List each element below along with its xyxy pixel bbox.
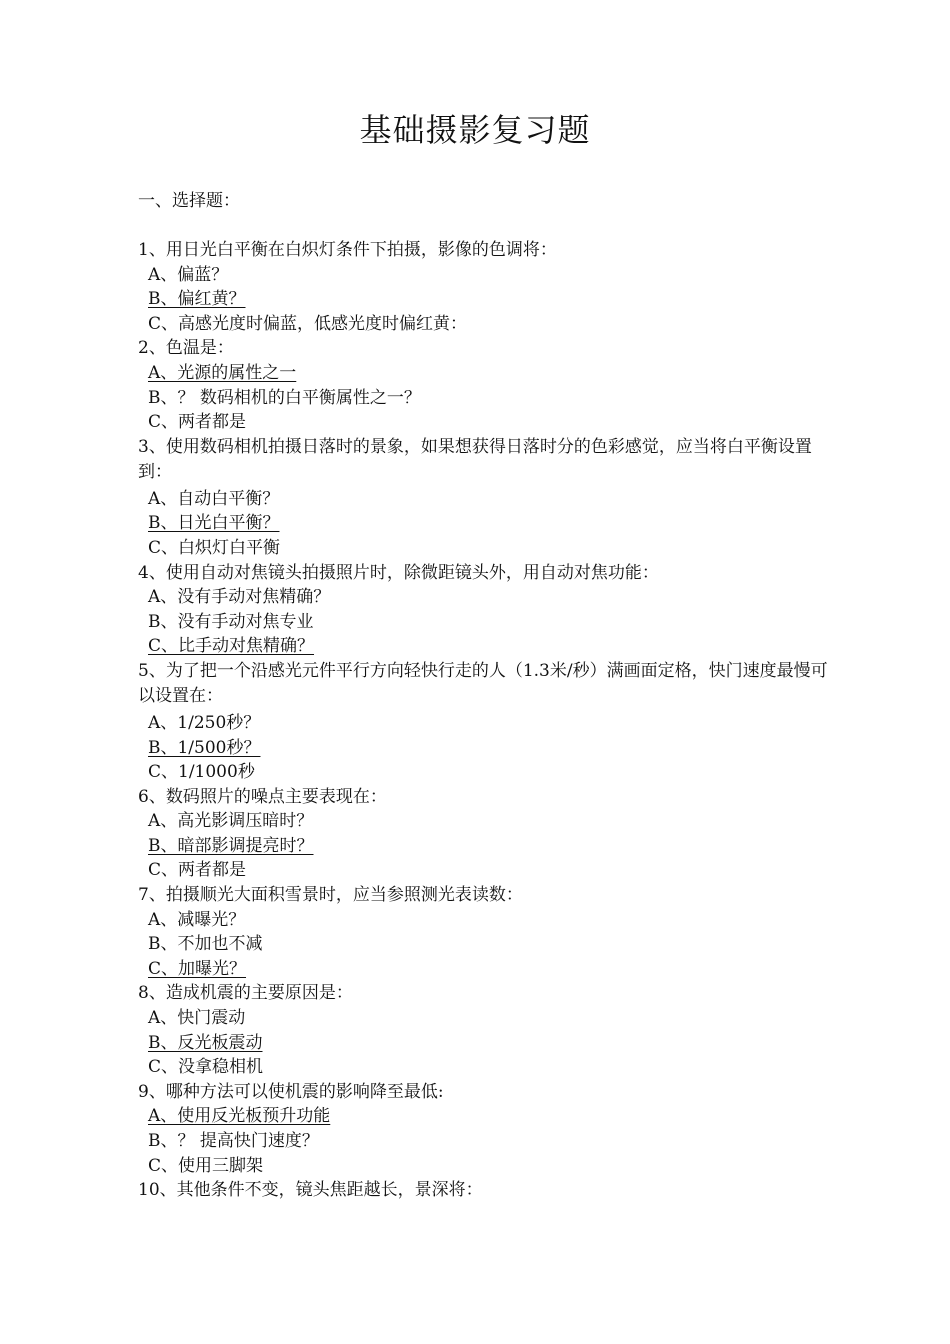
option-text: A、快门震动 [148,1008,246,1029]
question-8-option-3 [138,1055,828,1080]
question-1-option-3 [138,312,828,337]
answer-option-text: C、加曝光？ [148,958,247,979]
option-text: A、减曝光？ [148,909,246,930]
question-7-option-2 [138,932,828,957]
page-title: 基础摄影复习题 [359,111,591,149]
question-4-option-3 [138,634,828,659]
option-text: B、？ 数码相机的白平衡属性之一？ [148,387,421,408]
question-7-option-3 [138,957,828,982]
question-1: 1、用日光白平衡在白炽灯条件下拍摄，影像的色调将： [138,240,557,260]
question-4-option-1 [138,585,828,610]
question-6-option-1 [138,809,828,834]
question-1-option-2 [138,287,828,312]
option-text: B、不加也不减 [148,934,263,955]
question-1-option-1 [138,263,828,288]
question-9-option-2 [138,1129,828,1154]
answer-option-text: B、日光白平衡？ [148,513,280,534]
question-9-option-3 [138,1154,828,1179]
question-5-option-1 [138,711,828,736]
option-text: A、高光影调压暗时？ [148,811,314,832]
option-text: A、自动白平衡？ [148,488,280,509]
question-9: 9、哪种方法可以使机震的影响降至最低: [138,1081,444,1102]
option-text: C、高感光度时偏蓝，低感光度时偏红黄： [148,313,468,334]
question-3-option-1 [138,487,828,512]
option-text: B、？ 提高快门速度？ [148,1131,319,1151]
question-2-option-1 [138,361,828,386]
question-list [138,238,828,1203]
question-3-option-2 [138,511,828,536]
option-text: A、没有手动对焦精确？ [148,587,331,608]
option-text: C、没拿稳相机 [148,1057,264,1078]
question-9-option-1 [138,1104,828,1129]
section-heading: 一、选择题： [138,191,240,211]
question-3-option-3 [138,536,828,561]
option-text: C、使用三脚架 [148,1155,264,1176]
option-text: A、偏蓝？ [148,264,229,285]
question-5-option-3 [138,760,828,785]
answer-option-text: C、比手动对焦精确？ [148,636,315,657]
question-5: 5、为了把一个沿感光元件平行方向轻快行走的人（1.3米/秒）满画面定格，快门速度最慢可以设置在： [138,660,828,706]
question-6-option-3 [138,858,828,883]
option-text: C、白炽灯白平衡 [148,537,281,558]
question-10: 10、其他条件不变，镜头焦距越长，景深将： [138,1180,483,1201]
option-text: C、1/1000秒 [148,762,255,783]
option-text: C、两者都是 [148,860,247,881]
question-2: 2、色温是： [138,338,234,359]
answer-option-text: B、偏红黄？ [148,289,246,310]
question-2-option-2 [138,386,828,411]
question-8-option-1 [138,1006,828,1031]
question-2-option-3 [138,410,828,435]
answer-option-text: B、反光板震动 [148,1032,263,1053]
option-text: A、1/250秒？ [148,712,261,733]
option-text: C、两者都是 [148,412,247,433]
answer-option-text: B、暗部影调提亮时？ [148,835,314,856]
question-5-option-2 [138,736,828,761]
question-4-option-2 [138,610,828,635]
answer-option-text: A、使用反光板预升功能 [148,1106,331,1127]
answer-option-text: A、光源的属性之一 [148,362,297,383]
question-7: 7、拍摄顺光大面积雪景时，应当参照测光表读数： [138,885,523,906]
option-text: B、没有手动对焦专业 [148,611,314,632]
question-3: 3、使用数码相机拍摄日落时的景象，如果想获得日落时分的色彩感觉，应当将白平衡设置到： [138,436,812,482]
question-4: 4、使用自动对焦镜头拍摄照片时，除微距镜头外，用自动对焦功能： [138,562,659,583]
answer-option-text: B、1/500秒？ [148,737,261,758]
question-6: 6、数码照片的噪点主要表现在： [138,786,387,807]
question-6-option-2 [138,834,828,859]
question-8: 8、造成机震的主要原因是： [138,983,353,1004]
question-8-option-2 [138,1031,828,1056]
question-7-option-1 [138,908,828,933]
